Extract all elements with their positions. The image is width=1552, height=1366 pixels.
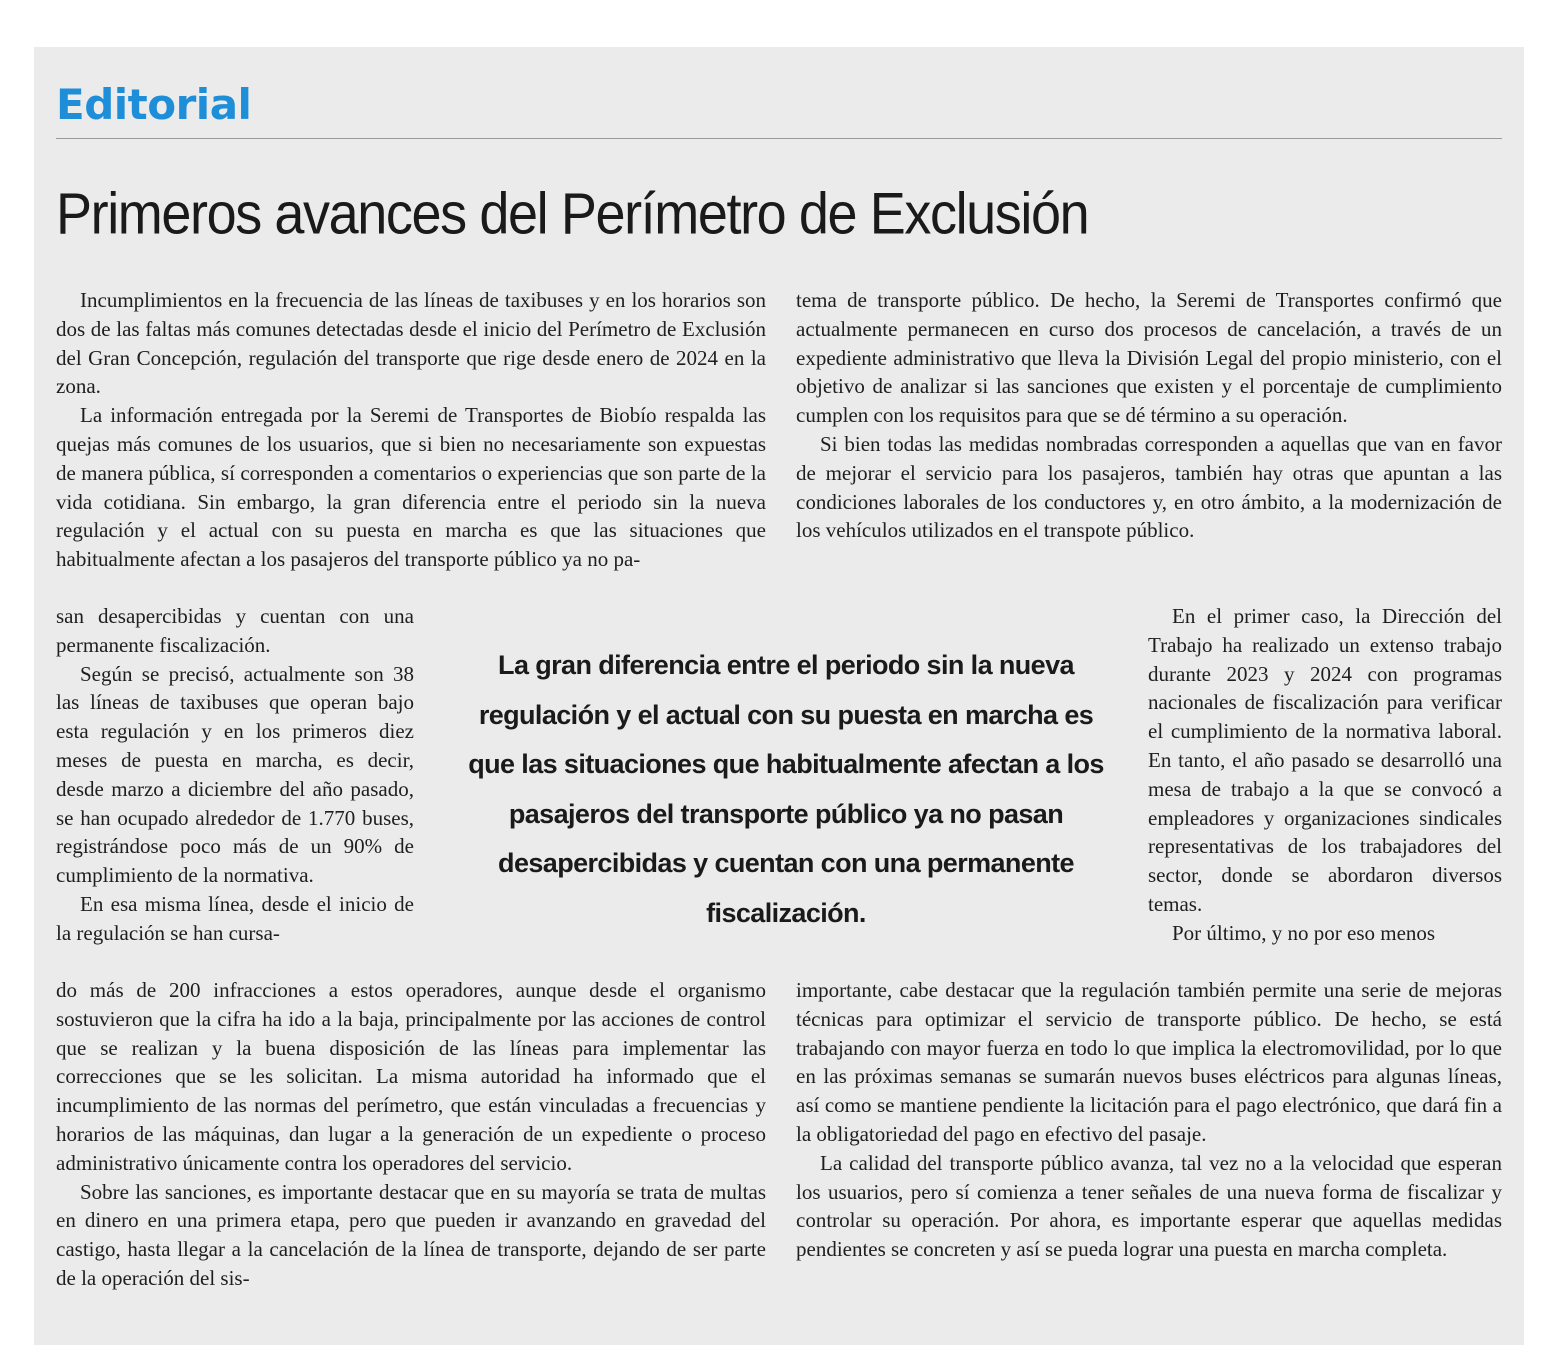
- column-right-bottom: [796, 976, 1502, 1264]
- paragraph: Sobre las sanciones, es importante destacar que en su mayoría se trata de multas en dinero en una primera etapa, pero que pueden ir avanzando en gravedad del castigo, hasta llegar a la cancelación de la línea de transporte, dejando de ser parte de la operación del sis-: [56, 1179, 766, 1290]
- paragraph: La calidad del transporte público avanza, tal vez no a la velocidad que esperan los usuarios, pero sí comienza a tener señales de una nueva forma de fiscalizar y controlar su operación. Por ahora, es importante esperar que aquellas medidas pendientes se concreten y así se pueda lograr una puesta en marcha completa.: [796, 1150, 1502, 1262]
- paragraph: importante, cabe destacar que la regulación también permite una serie de mejoras técnicas para optimizar el servicio de transporte público. De hecho, se está trabajando con mayor fuerza en todo lo que implica la electromovilidad, por lo que en las próximas semanas se sumarán nuevos buses eléctricos para algunas líneas, así como se mantiene pendiente la licitación para el pago electrónico, que dará fin a la obligatoriedad del pago en efectivo del pasaje.: [796, 978, 1502, 1146]
- paragraph: Según se precisó, actualmente son 38 las líneas de taxibuses que operan bajo esta regulación y en los primeros diez meses de puesta en marcha, es decir, desde marzo a diciembre del año pasado, se han ocupado alrededor de 1.770 buses, registrándose poco más de un 90% de cumplimiento de la normativa.: [56, 661, 414, 888]
- paragraph: Si bien todas las medidas nombradas corresponden a aquellas que van en favor de mejorar el servicio para los pasajeros, también hay otras que apuntan a las condiciones laborales de los conductores y, en otro ámbito, a la modernización de los vehículos utilizados en el transpote público.: [796, 431, 1502, 543]
- paragraph: En el primer caso, la Dirección del Trabajo ha realizado un extenso trabajo durante 2023 y 2024 con programas nacionales de fiscalización para verificar el cumplimiento de la normativa laboral. En tanto, el año pasado se desarrolló una mesa de trabajo a la que se convocó a empleadores y organizaciones sindicales representativas de los trabajadores del sector, donde se abordaron diversos temas.: [1148, 604, 1502, 916]
- column-right-top: [796, 286, 1502, 545]
- paragraph: En esa misma línea, desde el inicio de la regulación se han cursa-: [56, 891, 414, 945]
- paragraph: tema de transporte público. De hecho, la Seremi de Transportes confirmó que actualmente permanecen en curso dos procesos de cancelación, a través de un expediente administrativo que lleva la División Legal del propio ministerio, con el objetivo de analizar si las sanciones que existen y el porcentaje de cumplimiento cumplen con los requisitos para que se dé término a su operación.: [796, 288, 1502, 428]
- paragraph: san desapercibidas y cuentan con una permanente fiscalización.: [56, 604, 414, 657]
- column-left-top: [56, 286, 766, 574]
- section-divider: [56, 138, 1502, 139]
- editorial-page: [34, 47, 1524, 1345]
- paragraph: Por último, y no por eso menos: [1172, 920, 1436, 945]
- article-headline: Primeros avances del Perímetro de Exclusión: [56, 181, 1089, 247]
- pull-quote: La gran diferencia entre el periodo sin la nueva regulación y el actual con su puesta en marcha es que las situaciones que habitualmente afectan a los pasajeros del transporte público ya no pasan desapercibidas y cuentan con una permanente fiscalización.: [468, 650, 1104, 928]
- paragraph: do más de 200 infracciones a estos operadores, aunque desde el organismo sostuvieron que la cifra ha ido a la baja, principalmente por las acciones de control que se realizan y la buena disposición de las líneas para implementar las correcciones que se les solicitan. La misma autoridad ha informado que el incumplimiento de las normas del perímetro, que están vinculadas a frecuencias y horarios de las máquinas, dan lugar a la generación de un expediente o proceso administrativo únicamente contra los operadores del servicio.: [56, 978, 766, 1175]
- column-right-narrow: [1148, 602, 1502, 948]
- column-left-bottom: [56, 976, 766, 1293]
- section-label: Editorial: [56, 80, 252, 129]
- column-left-narrow: [56, 602, 414, 948]
- paragraph: Incumplimientos en la frecuencia de las líneas de taxibuses y en los horarios son dos de las faltas más comunes detectadas desde el inicio del Perímetro de Exclusión del Gran Concepción, regulación del transporte que rige desde enero de 2024 en la zona.: [56, 288, 766, 399]
- paragraph: La información entregada por la Seremi de Transportes de Biobío respalda las quejas más comunes de los usuarios, que si bien no necesariamente son expuestas de manera pública, sí corresponden a comentarios o experiencias que son parte de la vida cotidiana. Sin embargo, la gran diferencia entre el periodo sin la nueva regulación y el actual con su puesta en marcha es que las situaciones que habitualmente afectan a los pasajeros del transporte público ya no pa-: [56, 403, 766, 572]
